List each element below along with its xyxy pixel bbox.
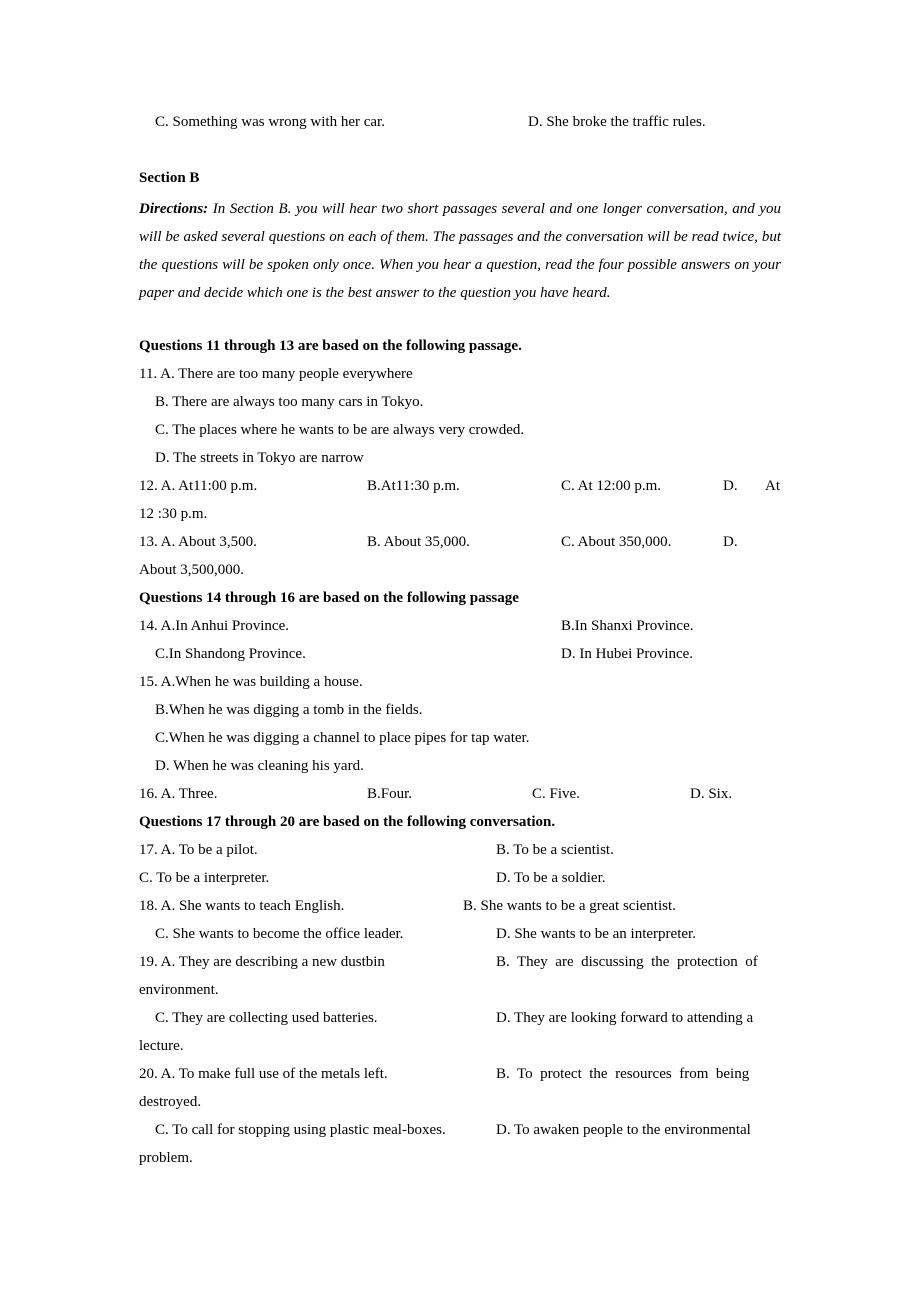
- q16-option-d: D. Six.: [690, 786, 733, 802]
- q20-option-b-cont: destroyed.: [139, 1094, 202, 1110]
- q20-option-a: 20. A. To make full use of the metals left.: [139, 1066, 388, 1082]
- group2-heading: Questions 14 through 16 are based on the following passage: [139, 590, 519, 606]
- q12-option-c: C. At 12:00 p.m.: [561, 478, 662, 494]
- q11-option-d: D. The streets in Tokyo are narrow: [155, 450, 364, 466]
- q14-option-c: C.In Shandong Province.: [155, 646, 306, 662]
- q16-option-a: 16. A. Three.: [139, 786, 218, 802]
- group3-heading: Questions 17 through 20 are based on the following conversation.: [139, 814, 556, 830]
- q17-option-a: 17. A. To be a pilot.: [139, 842, 258, 858]
- section-b-title: Section B: [139, 170, 200, 186]
- q19-option-b: B. They are discussing the protection of: [496, 954, 758, 970]
- q13-option-a: 13. A. About 3,500.: [139, 534, 257, 550]
- q15-option-a: 15. A.When he was building a house.: [139, 674, 363, 690]
- q10-option-d: D. She broke the traffic rules.: [528, 114, 706, 130]
- q19-option-a: 19. A. They are describing a new dustbin: [139, 954, 385, 970]
- q20-option-d-cont: problem.: [139, 1150, 193, 1166]
- group1-heading: Questions 11 through 13 are based on the following passage.: [139, 338, 522, 354]
- q19-option-c: C. They are collecting used batteries.: [155, 1010, 378, 1026]
- q19-option-d: D. They are looking forward to attending a: [496, 1010, 754, 1026]
- q16-option-b: B.Four.: [367, 786, 413, 802]
- q20-option-b: B. To protect the resources from being: [496, 1066, 750, 1082]
- q14-option-a: 14. A.In Anhui Province.: [139, 618, 289, 634]
- q18-option-d: D. She wants to be an interpreter.: [496, 926, 696, 942]
- q17-option-c: C. To be a interpreter.: [139, 870, 270, 886]
- q15-option-c: C.When he was digging a channel to place pipes for tap water.: [155, 730, 530, 746]
- q19-option-b-cont: environment.: [139, 982, 219, 998]
- q20-option-d: D. To awaken people to the environmental: [496, 1122, 751, 1138]
- q19-option-d-cont: lecture.: [139, 1038, 184, 1054]
- q12-option-d-text: At: [765, 478, 780, 494]
- q12-option-d-letter: D.: [723, 478, 738, 494]
- q18-option-c: C. She wants to become the office leader.: [155, 926, 404, 942]
- q18-option-b: B. She wants to be a great scientist.: [463, 898, 676, 914]
- q14-option-d: D. In Hubei Province.: [561, 646, 694, 662]
- directions-text: In Section B. you will hear two short passages several and one longer conversation, and you will be asked several questions on each of them. The passages and the conversation will be read twice, but the questions will be spoken only once. When you hear a question, read the four possible answers on your paper and decide which one is the best answer to the question you have heard.: [139, 201, 781, 301]
- q15-option-b: B.When he was digging a tomb in the fields.: [155, 702, 423, 718]
- q20-option-c: C. To call for stopping using plastic meal-boxes.: [155, 1122, 446, 1138]
- q12-option-d-cont: 12 :30 p.m.: [139, 506, 208, 522]
- q18-option-a: 18. A. She wants to teach English.: [139, 898, 345, 914]
- q13-option-d-letter: D.: [723, 534, 738, 550]
- q13-option-d-cont: About 3,500,000.: [139, 562, 244, 578]
- q16-option-c: C. Five.: [532, 786, 580, 802]
- q17-option-d: D. To be a soldier.: [496, 870, 606, 886]
- q12-option-b: B.At11:30 p.m.: [367, 478, 460, 494]
- q11-option-a: 11. A. There are too many people everywhere: [139, 366, 413, 382]
- q10-option-c: C. Something was wrong with her car.: [155, 114, 385, 130]
- directions-label: Directions:: [139, 201, 209, 217]
- q17-option-b: B. To be a scientist.: [496, 842, 614, 858]
- q11-option-c: C. The places where he wants to be are always very crowded.: [155, 422, 525, 438]
- q12-option-a: 12. A. At11:00 p.m.: [139, 478, 258, 494]
- q15-option-d: D. When he was cleaning his yard.: [155, 758, 364, 774]
- q14-option-b: B.In Shanxi Province.: [561, 618, 694, 634]
- q13-option-c: C. About 350,000.: [561, 534, 672, 550]
- q13-option-b: B. About 35,000.: [367, 534, 470, 550]
- section-b-directions: [139, 195, 781, 307]
- q11-option-b: B. There are always too many cars in Tokyo.: [155, 394, 424, 410]
